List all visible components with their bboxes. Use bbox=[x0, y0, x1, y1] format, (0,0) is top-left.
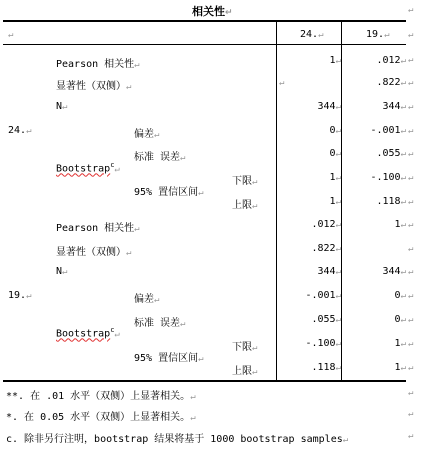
cell-text: 24. bbox=[300, 29, 319, 40]
paragraph-mark: ↵ bbox=[190, 392, 196, 402]
row-label-std-error bbox=[134, 314, 185, 329]
cell-text: 1 bbox=[329, 55, 336, 66]
paragraph-mark: ↵ bbox=[408, 102, 414, 112]
paragraph-mark: ↵ bbox=[400, 78, 406, 88]
cell-value bbox=[311, 314, 341, 325]
cell-value bbox=[383, 101, 406, 112]
cell-text: 95% 置信区间 bbox=[134, 187, 199, 198]
cell-value bbox=[318, 266, 341, 277]
paragraph-mark: ↵ bbox=[400, 197, 406, 207]
cell-text: 偏差 bbox=[134, 294, 154, 305]
paragraph-mark: ↵ bbox=[252, 177, 258, 187]
paragraph-mark: ↵ bbox=[335, 102, 341, 112]
row-label-confidence-interval bbox=[134, 349, 204, 364]
cell-value bbox=[376, 148, 406, 159]
paragraph-mark: ↵ bbox=[408, 197, 414, 207]
cell-text: .822 bbox=[311, 243, 336, 254]
paragraph-mark: ↵ bbox=[400, 267, 406, 277]
paragraph-mark: ↵ bbox=[252, 367, 258, 377]
paragraph-mark: ↵ bbox=[26, 126, 32, 136]
cell-text: 344 bbox=[382, 266, 401, 277]
paragraph-mark: ↵ bbox=[408, 291, 414, 301]
row-label-upper bbox=[232, 196, 257, 211]
cell-value bbox=[383, 266, 406, 277]
paragraph-mark: ↵ bbox=[198, 188, 204, 198]
paragraph-mark: ↵ bbox=[225, 8, 233, 18]
paragraph-mark: ↵ bbox=[408, 30, 414, 40]
cell-text: 19. bbox=[366, 29, 385, 40]
cell-text: .118 bbox=[311, 362, 336, 373]
cell-value bbox=[395, 338, 406, 349]
cell-text: 1 bbox=[329, 196, 336, 207]
cell-text: 标准 误差 bbox=[134, 152, 181, 163]
cell-text: 显著性（双侧） bbox=[56, 247, 126, 258]
cell-text: 0 bbox=[329, 148, 336, 159]
paragraph-mark: ↵ bbox=[114, 329, 120, 340]
paragraph-mark: ↵ bbox=[408, 55, 414, 65]
footnote bbox=[6, 387, 196, 402]
cell-text: 0 bbox=[394, 314, 401, 325]
paragraph-mark: ↵ bbox=[198, 354, 204, 364]
cell-text: 1 bbox=[329, 172, 336, 183]
cell-text: -.001 bbox=[305, 290, 336, 301]
row-label-n bbox=[56, 266, 67, 277]
paragraph-mark: ↵ bbox=[408, 78, 414, 88]
cell-text: Bootstrap bbox=[56, 328, 111, 340]
cell-text: 0 bbox=[394, 290, 401, 301]
row-label-bias bbox=[134, 125, 159, 140]
header-divider bbox=[3, 44, 406, 45]
paragraph-mark: ↵ bbox=[408, 388, 414, 398]
paragraph-mark: ↵ bbox=[408, 173, 414, 183]
row-variable-label bbox=[8, 125, 31, 136]
cell-text: .055 bbox=[311, 314, 336, 325]
cell-text: 344 bbox=[382, 101, 401, 112]
paragraph-mark: ↵ bbox=[190, 413, 196, 423]
cell-value bbox=[330, 196, 341, 207]
cell-text: .055 bbox=[376, 148, 401, 159]
cell-text: c. 除非另行注明，bootstrap 结果将基于 1000 bootstrap samples bbox=[6, 434, 343, 445]
cell-value bbox=[330, 148, 341, 159]
paragraph-mark: ↵ bbox=[408, 267, 414, 277]
column-header-24 bbox=[300, 29, 323, 40]
cell-value bbox=[370, 172, 406, 183]
cell-text: 显著性（双侧） bbox=[56, 81, 126, 92]
paragraph-mark: ↵ bbox=[335, 197, 341, 207]
paragraph-mark: ↵ bbox=[62, 102, 68, 112]
paragraph-mark: ↵ bbox=[400, 363, 406, 373]
cell-value bbox=[376, 55, 406, 66]
cell-text: Bootstrap bbox=[56, 163, 111, 175]
cell-text: -.001 bbox=[370, 125, 401, 136]
cell-text: 上限 bbox=[232, 366, 252, 377]
row-label-upper bbox=[232, 362, 257, 377]
paragraph-mark: ↵ bbox=[335, 173, 341, 183]
column-divider-1 bbox=[276, 20, 277, 381]
row-label-lower bbox=[232, 338, 257, 353]
cell-value bbox=[311, 243, 341, 254]
paragraph-mark: ↵ bbox=[400, 220, 406, 230]
row-variable-label bbox=[8, 290, 31, 301]
paragraph-mark: ↵ bbox=[408, 363, 414, 373]
row-label-pearson bbox=[56, 219, 140, 234]
cell-text: 19. bbox=[8, 290, 27, 301]
cell-value bbox=[311, 362, 341, 373]
paragraph-mark: ↵ bbox=[335, 267, 341, 277]
paragraph-mark: ↵ bbox=[126, 82, 132, 92]
cell-text: 下限 bbox=[232, 342, 252, 353]
cell-text: .012 bbox=[311, 219, 336, 230]
cell-text: 1 bbox=[394, 338, 401, 349]
paragraph-mark: ↵ bbox=[342, 435, 349, 445]
paragraph-mark: ↵ bbox=[400, 149, 406, 159]
paragraph-mark: ↵ bbox=[335, 363, 341, 373]
row-label-pearson bbox=[56, 55, 140, 70]
cell-value bbox=[318, 101, 341, 112]
paragraph-mark: ↵ bbox=[279, 78, 285, 88]
paragraph-mark: ↵ bbox=[400, 126, 406, 136]
cell-text: .822 bbox=[376, 77, 401, 88]
cell-text: 344 bbox=[317, 266, 336, 277]
row-label-n bbox=[56, 101, 67, 112]
cell-value bbox=[311, 219, 341, 230]
paragraph-mark: ↵ bbox=[335, 220, 341, 230]
row-label-bias bbox=[134, 290, 159, 305]
row-label-significance bbox=[56, 77, 131, 92]
cell-text: 344 bbox=[317, 101, 336, 112]
cell-text: c bbox=[110, 161, 115, 169]
row-label-bootstrap bbox=[56, 326, 120, 339]
paragraph-mark: ↵ bbox=[134, 224, 140, 234]
paragraph-mark: ↵ bbox=[126, 248, 132, 258]
cell-value bbox=[330, 55, 341, 66]
paragraph-mark: ↵ bbox=[335, 339, 341, 349]
paragraph-mark: ↵ bbox=[335, 291, 341, 301]
row-label-confidence-interval bbox=[134, 183, 204, 198]
paragraph-mark: ↵ bbox=[400, 56, 406, 66]
cell-text: Pearson 相关性 bbox=[56, 59, 135, 70]
paragraph-mark: ↵ bbox=[408, 315, 414, 325]
row-label-significance bbox=[56, 243, 131, 258]
table-top-border bbox=[3, 20, 406, 22]
paragraph-mark: ↵ bbox=[400, 339, 406, 349]
cell-text: 24. bbox=[8, 125, 27, 136]
cell-value bbox=[395, 290, 406, 301]
cell-text: **. 在 .01 水平（双侧）上显著相关。 bbox=[6, 391, 191, 402]
paragraph-mark: ↵ bbox=[154, 295, 160, 305]
paragraph-mark: ↵ bbox=[114, 164, 120, 175]
cell-text: -.100 bbox=[305, 338, 336, 349]
cell-text: 0 bbox=[329, 125, 336, 136]
paragraph-mark: ↵ bbox=[384, 30, 390, 40]
cell-value bbox=[370, 125, 406, 136]
column-header-19 bbox=[366, 29, 389, 40]
paragraph-mark: ↵ bbox=[408, 431, 414, 441]
cell-text: c bbox=[110, 326, 115, 334]
cell-text: 1 bbox=[394, 362, 401, 373]
cell-text: 偏差 bbox=[134, 129, 154, 140]
cell-text: 上限 bbox=[232, 200, 252, 211]
cell-value bbox=[395, 362, 406, 373]
footnote bbox=[6, 430, 348, 445]
paragraph-mark: ↵ bbox=[335, 244, 341, 254]
column-divider-2 bbox=[341, 20, 342, 381]
cell-value bbox=[330, 125, 341, 136]
paragraph-mark: ↵ bbox=[62, 267, 68, 277]
cell-text: Pearson 相关性 bbox=[56, 223, 135, 234]
cell-text: 95% 置信区间 bbox=[134, 353, 199, 364]
paragraph-mark: ↵ bbox=[252, 201, 258, 211]
paragraph-mark: ↵ bbox=[180, 319, 186, 329]
cell-text: N bbox=[56, 101, 63, 112]
paragraph-mark: ↵ bbox=[408, 5, 414, 15]
table-title bbox=[192, 3, 233, 19]
paragraph-mark: ↵ bbox=[318, 30, 324, 40]
paragraph-mark: ↵ bbox=[335, 56, 341, 66]
cell-value bbox=[330, 172, 341, 183]
row-label-lower bbox=[232, 172, 257, 187]
paragraph-mark: ↵ bbox=[408, 409, 414, 419]
paragraph-mark: ↵ bbox=[335, 315, 341, 325]
cell-value bbox=[376, 196, 406, 207]
paragraph-mark: ↵ bbox=[26, 291, 32, 301]
cell-value bbox=[305, 338, 341, 349]
paragraph-mark: ↵ bbox=[400, 291, 406, 301]
cell-value bbox=[395, 219, 406, 230]
paragraph-mark: ↵ bbox=[408, 339, 414, 349]
paragraph-mark: ↵ bbox=[408, 149, 414, 159]
paragraph-mark: ↵ bbox=[400, 173, 406, 183]
paragraph-mark: ↵ bbox=[400, 315, 406, 325]
paragraph-mark: ↵ bbox=[154, 130, 160, 140]
cell-text: .118 bbox=[376, 196, 401, 207]
paragraph-mark: ↵ bbox=[335, 126, 341, 136]
cell-text: 标准 误差 bbox=[134, 318, 181, 329]
paragraph-mark: ↵ bbox=[408, 244, 414, 254]
cell-text: .012 bbox=[376, 55, 401, 66]
paragraph-mark: ↵ bbox=[134, 60, 140, 70]
paragraph-mark: ↵ bbox=[335, 149, 341, 159]
paragraph-mark: ↵ bbox=[252, 343, 258, 353]
footnote bbox=[6, 408, 196, 423]
cell-text: 下限 bbox=[232, 176, 252, 187]
paragraph-mark: ↵ bbox=[408, 126, 414, 136]
cell-text: *. 在 0.05 水平（双侧）上显著相关。 bbox=[6, 412, 191, 423]
cell-value bbox=[305, 290, 341, 301]
row-label-bootstrap bbox=[56, 161, 120, 174]
cell-value bbox=[395, 314, 406, 325]
paragraph-mark: ↵ bbox=[8, 30, 14, 40]
cell-value bbox=[376, 77, 406, 88]
paragraph-mark: ↵ bbox=[408, 220, 414, 230]
cell-text: 1 bbox=[394, 219, 401, 230]
cell-text: -.100 bbox=[370, 172, 401, 183]
paragraph-mark: ↵ bbox=[400, 102, 406, 112]
cell-text: N bbox=[56, 266, 63, 277]
table-bottom-border bbox=[3, 380, 406, 382]
row-label-std-error bbox=[134, 148, 185, 163]
paragraph-mark: ↵ bbox=[180, 153, 186, 163]
cell-text: 相关性 bbox=[192, 5, 225, 18]
